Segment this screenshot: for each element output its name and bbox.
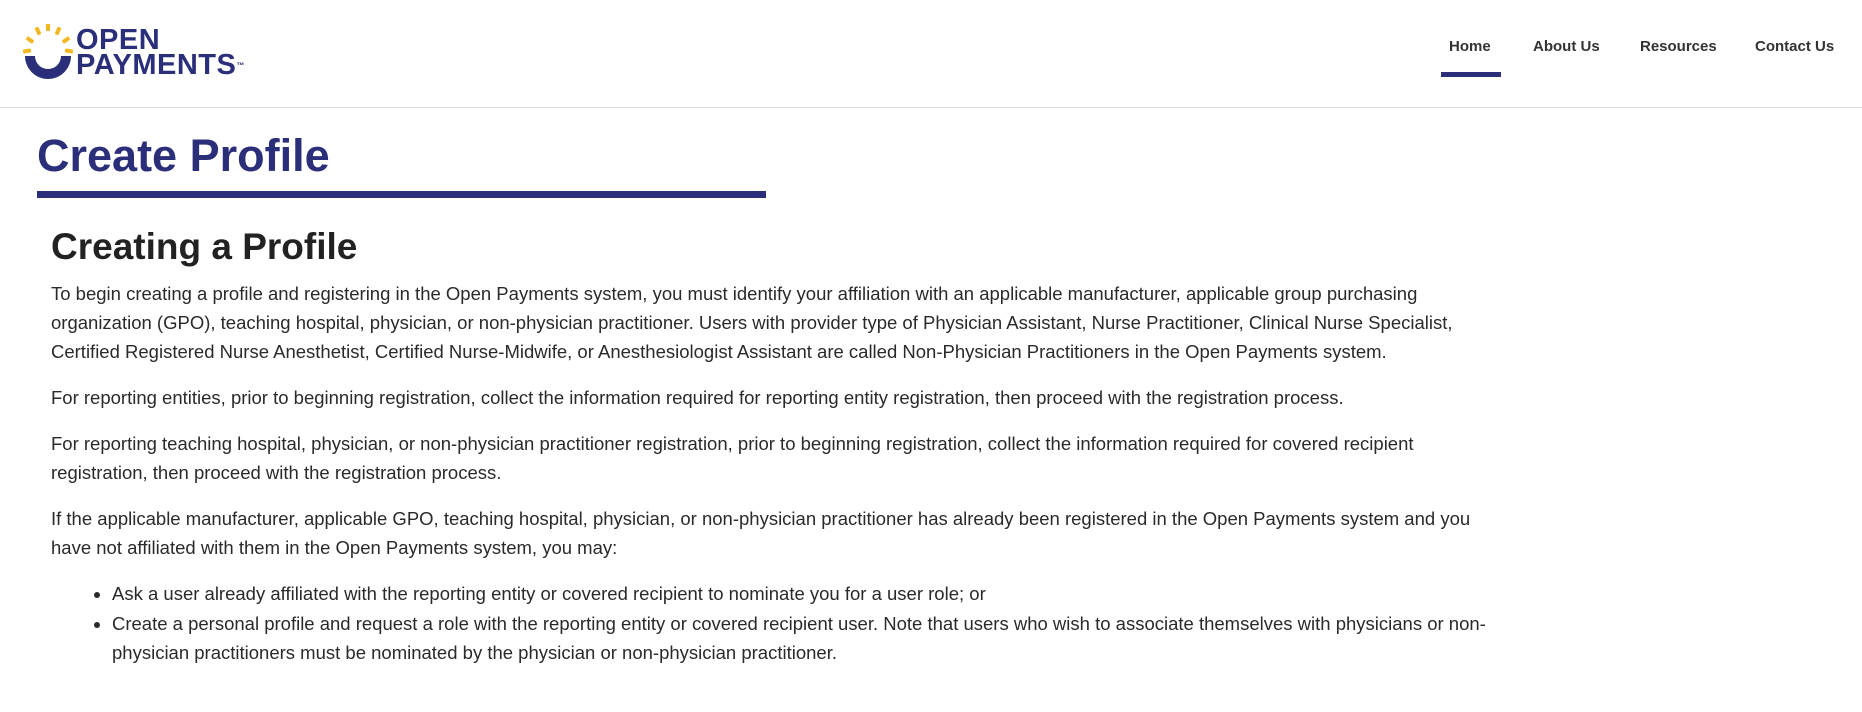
logo-line-2 [76,49,245,81]
logo-line-1: OPEN [76,24,161,56]
list-item: • Create a personal profile and request a role with the reporting entity or covered recipient user. Note that users who wish to associate themselves with physicians or non-physician practitioners must be nominated by the physician or non-physician practitioner. [112,609,1511,667]
nav-about-us[interactable]: About Us [1533,38,1600,55]
paragraph-intro: To begin creating a profile and registering in the Open Payments system, you must identify your affiliation with an applicable manufacturer, applicable group purchasing organization (GPO), teaching hospital, physician, or non-physician practitioner. Users with provider type of Physician Assistant, Nurse Practitioner, Clinical Nurse Specialist, Certified Registered Nurse Anesthetist, Certified Nurse-Midwife, or Anesthesiologist Assistant are called Non-Physician Practitioners in the Open Payments system. [51,283,1453,362]
options-list [51,579,1511,667]
open-payments-logo[interactable] [20,24,245,81]
trademark-mark: ™ [236,61,245,70]
sun-logo-icon [20,24,76,80]
article-body [51,279,1511,668]
section-title: Creating a Profile [51,226,358,267]
paragraph-covered-recipients: For reporting teaching hospital, physician, or non-physician practitioner registration, prior to beginning registration, collect the information required for covered recipient registration, then proceed with the registration process. [51,433,1414,483]
page-title: Create Profile [37,130,330,181]
nav-resources[interactable]: Resources [1640,38,1717,55]
title-underline [37,191,766,198]
site-header [0,0,1862,108]
logo-line-2-text: PAYMENTS [76,49,237,81]
list-item: • Ask a user already affiliated with the reporting entity or covered recipient to nominate you for a user role; or [112,579,1511,608]
paragraph-reporting-entities: For reporting entities, prior to beginning registration, collect the information required for reporting entity registration, then proceed with the registration process. [51,387,1344,408]
nav-home[interactable]: Home [1449,38,1491,55]
paragraph-already-registered: If the applicable manufacturer, applicable GPO, teaching hospital, physician, or non-physician practitioner has already been registered in the Open Payments system and you have not affiliated with them in the Open Payments system, you may: [51,508,1471,558]
logo-wordmark [76,24,245,81]
nav-active-indicator [1441,72,1501,77]
nav-contact-us[interactable]: Contact Us [1755,38,1835,55]
